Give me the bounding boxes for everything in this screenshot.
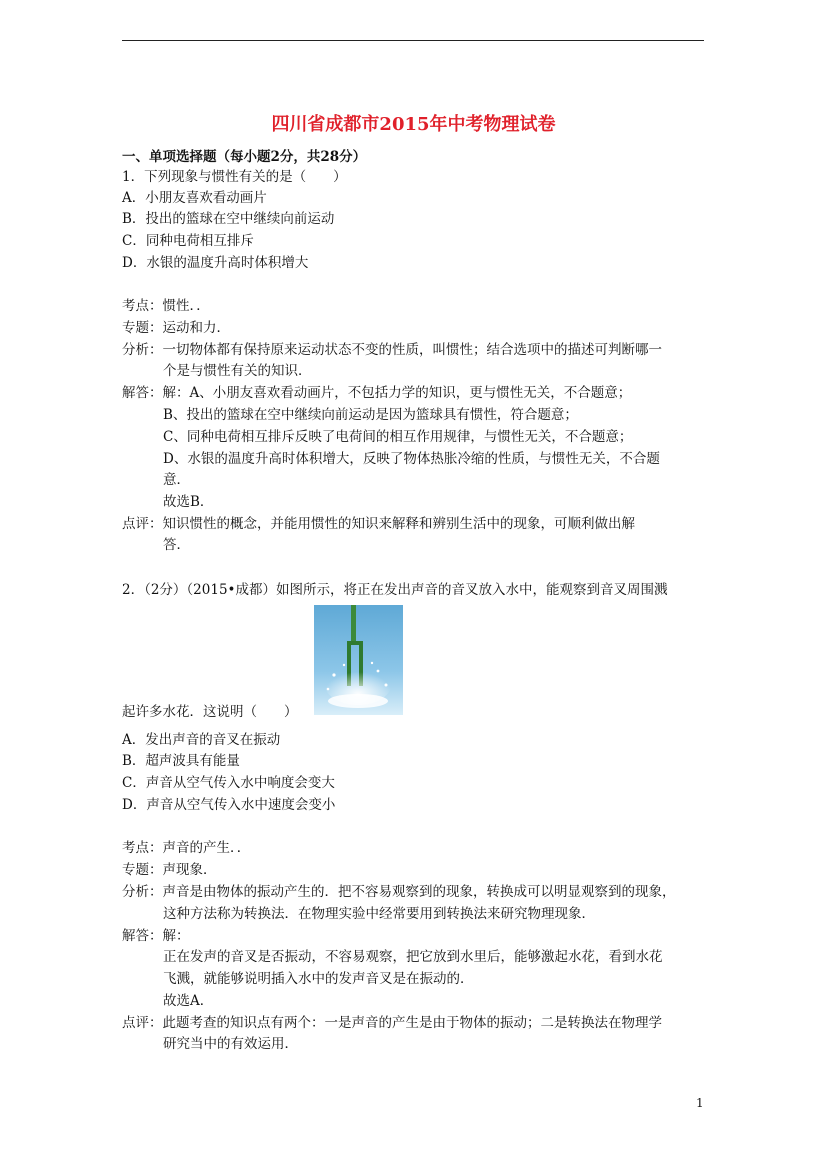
zhuanti-text: 运动和力． (162, 320, 230, 336)
q1-dianping (122, 514, 635, 534)
zhuanti-label: 专题： (122, 320, 163, 336)
kaodian-text: 声音的产生．． (162, 840, 251, 856)
q2-option-b: B．超声波具有能量 (122, 753, 240, 769)
fenxi-label: 分析： (122, 342, 163, 358)
page-title: 四川省成都市2015年中考物理试卷 (271, 114, 556, 135)
q1-jieda-c: C、同种电荷相互排斥反映了电荷间的相互作用规律，与惯性无关，不合题意； (163, 429, 633, 445)
q1-stem: 1．下列现象与惯性有关的是（ ） (122, 169, 347, 185)
q2-jieda-1: 正在发声的音叉是否振动，不容易观察，把它放到水里后，能够激起水花，看到水花 (163, 949, 663, 965)
q1-fenxi-cont: 个是与惯性有关的知识． (163, 363, 312, 379)
fenxi-text: 声音是由物体的振动产生的．把不容易观察到的现象，转换成可以明显观察到的现象， (162, 884, 676, 900)
page-number: 1 (696, 1096, 704, 1110)
q2-jieda-2: 飞溅，就能够说明插入水中的发声音叉是在振动的． (163, 971, 474, 987)
q2-dianping-cont: 研究当中的有效运用． (163, 1036, 298, 1052)
q2-kaodian (122, 838, 250, 858)
kaodian-label: 考点： (122, 840, 163, 856)
zhuanti-text: 声现象． (162, 862, 217, 878)
dianping-label: 点评： (122, 516, 163, 532)
q2-stem: 2．（2分）（2015•成都）如图所示，将正在发出声音的音叉放入水中，能观察到音叉周围溅 (122, 582, 668, 598)
q2-zhuanti (122, 860, 217, 880)
q1-option-d: D．水银的温度升高时体积增大 (122, 255, 309, 271)
fenxi-label: 分析： (122, 884, 163, 900)
q2-dianping (122, 1013, 662, 1033)
jieda-text: 解：A、小朋友喜欢看动画片，不包括力学的知识，更与惯性无关，不合题意； (162, 385, 632, 401)
q2-stem-cont: 起许多水花．这说明（ ） (122, 704, 298, 720)
jieda-label: 解答： (122, 928, 163, 944)
q2-option-d: D．声音从空气传入水中速度会变小 (122, 797, 336, 813)
q1-dianping-cont: 答． (163, 537, 190, 553)
zhuanti-label: 专题： (122, 862, 163, 878)
q1-jieda-b: B、投出的篮球在空中继续向前运动是因为篮球具有惯性，符合题意； (163, 407, 578, 423)
dianping-label: 点评： (122, 1015, 163, 1031)
q1-answer: 故选B． (163, 494, 214, 510)
q2-fenxi-cont: 这种方法称为转换法．在物理实验中经常要用到转换法来研究物理现象． (163, 906, 595, 922)
header-rule (122, 40, 704, 41)
q1-option-c: C．同种电荷相互排斥 (122, 233, 254, 249)
kaodian-text: 惯性．． (162, 298, 210, 314)
q2-option-a: A．发出声音的音叉在振动 (122, 732, 281, 748)
q2-fenxi (122, 882, 676, 902)
q1-jieda-d: D、水银的温度升高时体积增大，反映了物体热胀冷缩的性质，与惯性无关，不合题 (163, 451, 660, 467)
q1-kaodian (122, 296, 210, 316)
dianping-text: 此题考查的知识点有两个：一是声音的产生是由于物体的振动；二是转换法在物理学 (162, 1015, 662, 1031)
q1-option-b: B．投出的篮球在空中继续向前运动 (122, 211, 335, 227)
q2-option-c: C．声音从空气传入水中响度会变大 (122, 775, 335, 791)
q1-zhuanti (122, 318, 230, 338)
q2-answer: 故选A． (163, 993, 214, 1009)
jieda-text: 解： (162, 928, 190, 944)
jieda-label: 解答： (122, 385, 163, 401)
section-heading: 一、单项选择题（每小题2分，共28分） (122, 149, 367, 165)
q1-option-a: A．小朋友喜欢看动画片 (122, 190, 267, 206)
tuning-fork-in-water-image (314, 605, 403, 715)
q1-jieda (122, 383, 631, 403)
fenxi-text: 一切物体都有保持原来运动状态不变的性质，叫惯性；结合选项中的描述可判断哪一 (162, 342, 662, 358)
kaodian-label: 考点： (122, 298, 163, 314)
q2-jieda (122, 926, 190, 946)
dianping-text: 知识惯性的概念，并能用惯性的知识来解释和辨别生活中的现象，可顺利做出解 (162, 516, 635, 532)
q1-fenxi (122, 340, 662, 360)
q1-jieda-d-cont: 意． (163, 472, 190, 488)
